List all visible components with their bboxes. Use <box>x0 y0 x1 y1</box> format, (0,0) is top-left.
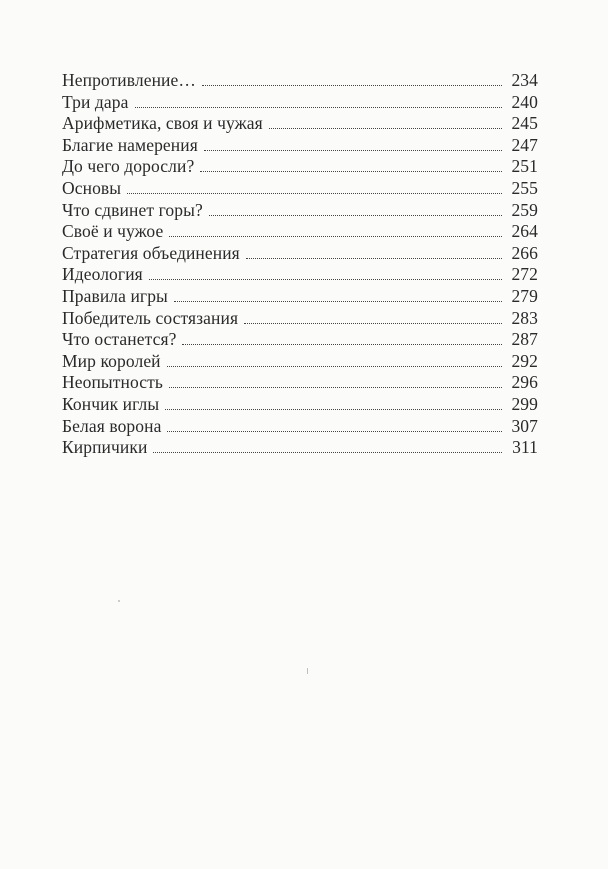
toc-dot-leader <box>149 279 502 280</box>
toc-entry-page-number: 259 <box>511 199 538 220</box>
toc-dot-leader <box>200 171 502 172</box>
toc-entry-page-number: 296 <box>511 372 538 393</box>
toc-entry-page-number: 272 <box>511 264 538 285</box>
toc-entry-page-number: 287 <box>511 329 538 350</box>
toc-entry <box>62 308 538 330</box>
toc-entry <box>62 178 538 200</box>
paper-speck <box>118 600 120 602</box>
toc-entry <box>62 221 538 243</box>
toc-entry <box>62 135 538 157</box>
toc-entry <box>62 200 538 222</box>
toc-entry <box>62 92 538 114</box>
toc-dot-leader <box>169 236 502 237</box>
toc-entry-title: Кирпичики <box>62 437 148 458</box>
toc-entry-title: До чего доросли? <box>62 156 195 177</box>
toc-entry-page-number: 240 <box>511 91 538 112</box>
toc-entry-page-number: 247 <box>511 134 538 155</box>
toc-dot-leader <box>169 387 502 388</box>
toc-entry-title: Арифметика, своя и чужая <box>62 113 263 134</box>
table-of-contents <box>62 70 538 459</box>
toc-entry <box>62 156 538 178</box>
toc-entry-page-number: 245 <box>511 113 538 134</box>
toc-entry <box>62 113 538 135</box>
toc-entry-title: Три дара <box>62 91 129 112</box>
toc-entry-page-number: 264 <box>511 221 538 242</box>
toc-entry-title: Белая ворона <box>62 415 162 436</box>
toc-entry <box>62 351 538 373</box>
toc-entry-page-number: 266 <box>511 242 538 263</box>
toc-dot-leader <box>269 128 502 129</box>
toc-dot-leader <box>135 107 502 108</box>
toc-entry-title: Правила игры <box>62 285 168 306</box>
toc-dot-leader <box>127 193 502 194</box>
toc-dot-leader <box>244 323 502 324</box>
toc-dot-leader <box>209 215 502 216</box>
toc-entry-title: Мир королей <box>62 350 161 371</box>
toc-entry <box>62 437 538 459</box>
toc-entry-page-number: 283 <box>511 307 538 328</box>
toc-dot-leader <box>165 409 502 410</box>
toc-entry-title: Стратегия объединения <box>62 242 240 263</box>
toc-entry-title: Своё и чужое <box>62 221 164 242</box>
toc-entry-title: Идеология <box>62 264 143 285</box>
toc-entry <box>62 372 538 394</box>
toc-entry-title: Что сдвинет горы? <box>62 199 203 220</box>
paper-speck <box>307 668 308 674</box>
toc-entry-page-number: 292 <box>511 350 538 371</box>
toc-entry-page-number: 299 <box>511 393 538 414</box>
toc-entry <box>62 264 538 286</box>
toc-entry-title: Благие намерения <box>62 134 198 155</box>
toc-entry <box>62 70 538 92</box>
toc-entry <box>62 329 538 351</box>
toc-entry-title: Неопытность <box>62 372 163 393</box>
toc-dot-leader <box>204 150 502 151</box>
toc-entry <box>62 286 538 308</box>
toc-entry-title: Основы <box>62 177 122 198</box>
toc-entry <box>62 243 538 265</box>
toc-entry-page-number: 234 <box>511 70 538 90</box>
toc-entry-page-number: 255 <box>511 177 538 198</box>
toc-entry-page-number: 311 <box>512 437 538 458</box>
toc-entry <box>62 416 538 438</box>
toc-entry <box>62 394 538 416</box>
toc-dot-leader <box>246 258 502 259</box>
toc-dot-leader <box>167 366 502 367</box>
toc-entry-page-number: 307 <box>511 415 538 436</box>
toc-entry-page-number: 279 <box>511 285 538 306</box>
toc-entry-title: Что останется? <box>62 329 177 350</box>
toc-dot-leader <box>153 452 502 453</box>
toc-dot-leader <box>202 85 502 86</box>
toc-entry-title: Победитель состязания <box>62 307 239 328</box>
toc-dot-leader <box>182 344 502 345</box>
toc-entry-page-number: 251 <box>511 156 538 177</box>
toc-entry-title: Непротивление… <box>62 70 196 90</box>
toc-entry-title: Кончик иглы <box>62 393 160 414</box>
toc-dot-leader <box>167 431 502 432</box>
toc-dot-leader <box>174 301 502 302</box>
